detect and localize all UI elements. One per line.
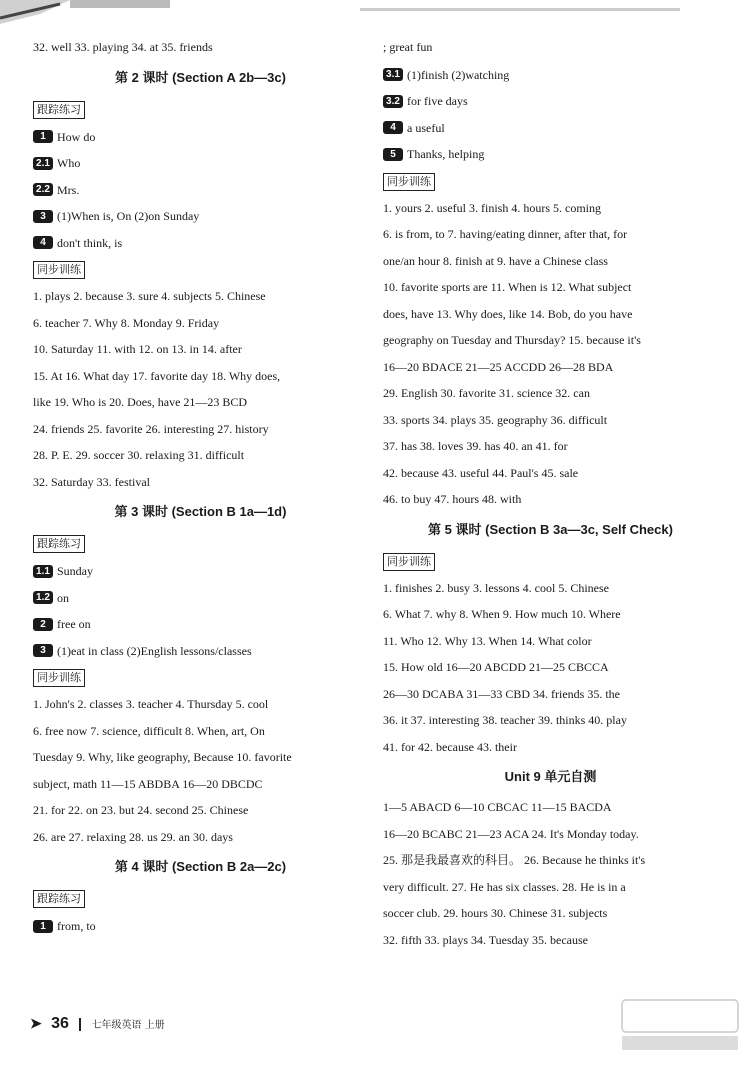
- exercise-label: 同步训练: [383, 173, 435, 191]
- answer-line: 42. because 43. useful 44. Paul's 45. sale: [383, 465, 579, 480]
- answer-text: Who: [57, 156, 81, 170]
- answer-line: 41. for 42. because 43. their: [383, 739, 517, 754]
- answer-line: ; great fun: [383, 40, 433, 54]
- answer-line: one/an hour 8. finish at 9. have a Chinese class: [383, 253, 608, 268]
- answer-line: 16—20 BCABC 21—23 ACA 24. It's Monday today.: [383, 826, 639, 841]
- arrow-icon: ➤: [30, 1015, 42, 1031]
- answer-line: 1. finishes 2. busy 3. lessons 4. cool 5. Chinese: [383, 580, 609, 595]
- answer-line: [33, 176, 368, 203]
- exercise-label-row: [33, 529, 368, 557]
- answer-line: 26—30 DCABA 31—33 CBD 34. friends 35. the: [383, 686, 620, 701]
- answer-text: (1)eat in class (2)English lessons/classes: [57, 643, 252, 658]
- answer-line: 26. are 27. relaxing 28. us 29. an 30. days: [33, 829, 233, 844]
- answer-line: geography on Tuesday and Thursday? 15. because it's: [383, 333, 641, 347]
- question-number-tag: 2.2: [33, 183, 53, 196]
- answer-text: free on: [57, 617, 91, 631]
- answer-text: a useful: [407, 120, 445, 135]
- answer-line: 32. fifth 33. plays 34. Tuesday 35. because: [383, 932, 588, 947]
- page-footer: [30, 1010, 165, 1036]
- answer-line: 1—5 ABACD 6—10 CBCAC 11—15 BACDA: [383, 800, 612, 814]
- answer-text: Mrs.: [57, 182, 80, 197]
- answer-line: [33, 584, 368, 611]
- answer-line: 15. How old 16—20 ABCDD 21—25 CBCCA: [383, 660, 609, 674]
- answer-line: Tuesday 9. Why, like geography, Because 10. favorite: [33, 750, 292, 764]
- question-number-tag: 1.2: [33, 591, 53, 604]
- answer-line: 6. free now 7. science, difficult 8. When, art, On: [33, 723, 265, 738]
- exercise-label-row: [383, 547, 718, 575]
- exercise-label: 同步训练: [33, 261, 85, 279]
- answer-line: 32. well 33. playing 34. at 35. friends: [33, 40, 213, 54]
- question-number-tag: 1.1: [33, 565, 53, 578]
- answer-line: 28. P. E. 29. soccer 30. relaxing 31. difficult: [33, 448, 245, 462]
- answer-text: Sunday: [57, 564, 93, 578]
- answer-line: 10. favorite sports are 11. When is 12. What subject: [383, 280, 632, 294]
- answer-line: 33. sports 34. plays 35. geography 36. difficult: [383, 412, 608, 427]
- answer-line: 10. Saturday 11. with 12. on 13. in 14. after: [33, 342, 242, 356]
- answer-text: (1)finish (2)watching: [407, 67, 510, 82]
- header-decoration: [0, 0, 750, 24]
- answer-line: 16—20 BDACE 21—25 ACCDD 26—28 BDA: [383, 359, 614, 374]
- answer-line: [33, 912, 368, 939]
- answer-line: 11. Who 12. Why 13. When 14. What color: [383, 633, 592, 648]
- left-column: [33, 34, 368, 939]
- question-number-tag: 4: [383, 121, 403, 134]
- exercise-label: 跟踪练习: [33, 890, 85, 908]
- answer-line: 36. it 37. interesting 38. teacher 39. thinks 40. play: [383, 713, 627, 727]
- exercise-label-row: [33, 663, 368, 691]
- answer-line: 25. 那是我最喜欢的科目。 26. Because he thinks it's: [383, 853, 646, 867]
- exercise-label: 同步训练: [33, 669, 85, 687]
- section-heading: Unit 9 单元自测: [504, 769, 597, 784]
- answer-line: 6. What 7. why 8. When 9. How much 10. Where: [383, 607, 621, 621]
- exercise-label: 跟踪练习: [33, 535, 85, 553]
- exercise-label-row: [383, 167, 718, 195]
- answer-line: [33, 610, 368, 637]
- answer-line: 6. teacher 7. Why 8. Monday 9. Friday: [33, 315, 220, 330]
- answer-text: on: [57, 590, 69, 605]
- section-heading: 第 4 课时 (Section B 2a—2c): [114, 859, 287, 874]
- answer-text: for five days: [407, 94, 468, 108]
- exercise-label-row: [33, 95, 368, 123]
- answer-line: very difficult. 27. He has six classes. 28. He is in a: [383, 879, 626, 894]
- answer-line: [33, 637, 368, 664]
- exercise-label: 同步训练: [383, 553, 435, 571]
- exercise-label-row: [33, 255, 368, 283]
- page-number: 36: [51, 1015, 69, 1032]
- answer-line: 37. has 38. loves 39. has 40. an 41. for: [383, 439, 568, 453]
- question-number-tag: 3: [33, 644, 53, 657]
- answer-line: [33, 202, 368, 229]
- divider: [79, 1018, 81, 1031]
- answer-line: 1. yours 2. useful 3. finish 4. hours 5. coming: [383, 200, 601, 215]
- answer-text: Thanks, helping: [407, 147, 485, 161]
- answer-line: like 19. Who is 20. Does, have 21—23 BCD: [33, 395, 248, 409]
- exercise-label: 跟踪练习: [33, 101, 85, 119]
- answer-line: 32. Saturday 33. festival: [33, 474, 150, 489]
- answer-line: [383, 61, 718, 88]
- question-number-tag: 3.2: [383, 95, 403, 108]
- section-heading: 第 3 课时 (Section B 1a—1d): [114, 504, 287, 519]
- answer-line: [33, 229, 368, 256]
- answer-line: 1. plays 2. because 3. sure 4. subjects 5. Chinese: [33, 289, 266, 303]
- question-number-tag: 1: [33, 920, 53, 933]
- answer-text: How do: [57, 129, 96, 144]
- answer-line: 15. At 16. What day 17. favorite day 18. Why does,: [33, 368, 281, 383]
- answer-line: subject, math 11—15 ABDBA 16—20 DBCDC: [33, 776, 263, 791]
- answer-line: does, have 13. Why does, like 14. Bob, do you have: [383, 306, 633, 321]
- question-number-tag: 2: [33, 618, 53, 631]
- question-number-tag: 3: [33, 210, 53, 223]
- question-number-tag: 2.1: [33, 157, 53, 170]
- question-number-tag: 5: [383, 148, 403, 161]
- answer-line: [33, 149, 368, 176]
- section-heading: 第 5 课时 (Section B 3a—3c, Self Check): [428, 521, 673, 537]
- question-number-tag: 3.1: [383, 68, 403, 81]
- book-title: 七年级英语 上册: [91, 1020, 165, 1031]
- right-column: [383, 34, 718, 953]
- answer-line: [383, 140, 718, 167]
- answer-line: 6. is from, to 7. having/eating dinner, after that, for: [383, 227, 628, 241]
- exercise-label-row: [33, 884, 368, 912]
- question-number-tag: 1: [33, 130, 53, 143]
- section-heading: 第 2 课时 (Section A 2b—3c): [115, 69, 286, 85]
- answer-line: [383, 87, 718, 114]
- answer-text: don't think, is: [57, 235, 123, 250]
- question-number-tag: 4: [33, 236, 53, 249]
- answer-text: from, to: [57, 919, 96, 933]
- answer-text: (1)When is, On (2)on Sunday: [57, 209, 200, 223]
- answer-line: 24. friends 25. favorite 26. interesting 27. history: [33, 421, 269, 436]
- answer-line: [33, 557, 368, 584]
- answer-line: soccer club. 29. hours 30. Chinese 31. subjects: [383, 906, 608, 920]
- answer-line: [33, 123, 368, 150]
- answer-line: [383, 114, 718, 141]
- answer-line: 46. to buy 47. hours 48. with: [383, 492, 522, 506]
- watermark-logo: [620, 998, 740, 1053]
- answer-line: 29. English 30. favorite 31. science 32. can: [383, 386, 590, 400]
- answer-line: 1. John's 2. classes 3. teacher 4. Thursday 5. cool: [33, 697, 269, 711]
- answer-line: 21. for 22. on 23. but 24. second 25. Chinese: [33, 803, 249, 817]
